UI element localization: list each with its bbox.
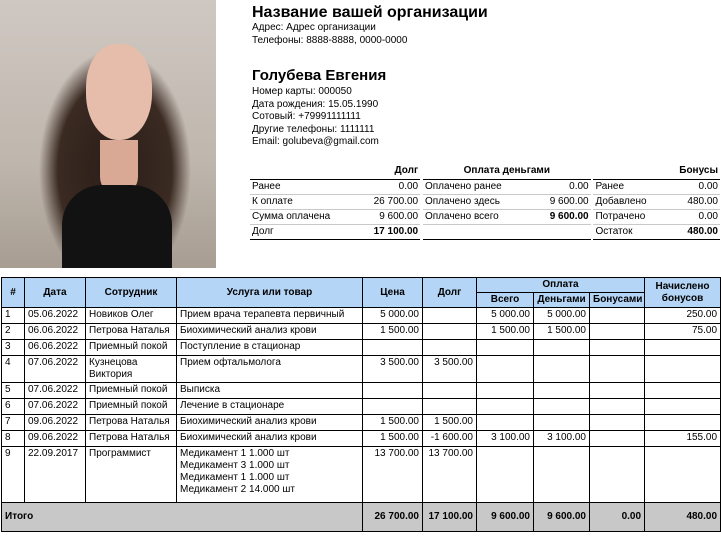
service-line: Прием офтальмолога [180, 357, 281, 368]
summary-header-debt: Долг [332, 164, 420, 179]
cell-price [363, 399, 423, 415]
cell-accrued: 75.00 [645, 324, 721, 340]
col-header-accrued: Начислено бонусов [645, 278, 721, 308]
table-row [2, 324, 721, 340]
summary-debt-label: Ранее [250, 179, 332, 194]
cell-employee: Новиков Олег [86, 308, 177, 324]
col-header-date: Дата [25, 278, 86, 308]
cell-accrued [645, 415, 721, 431]
services-table [1, 277, 721, 532]
cell-num: 6 [2, 399, 25, 415]
cell-employee: Петрова Наталья [86, 415, 177, 431]
client-birth: Дата рождения: 15.05.1990 [252, 98, 379, 110]
table-row [2, 356, 721, 383]
client-email: Email: golubeva@gmail.com [252, 136, 379, 147]
service-line: Выписка [180, 384, 221, 395]
summary-row [250, 209, 720, 224]
cell-employee: Приемный покой [86, 383, 177, 399]
cell-date: 06.06.2022 [25, 324, 86, 340]
cell-accrued [645, 340, 721, 356]
cell-date: 22.09.2017 [25, 447, 86, 503]
summary-paid-label: Оплачено ранее [423, 179, 516, 194]
cell-debt: -1 600.00 [423, 431, 477, 447]
cell-service [177, 431, 363, 447]
cell-price [363, 383, 423, 399]
client-card: Номер карты: 000050 [252, 86, 352, 97]
cell-paid-money: 1 500.00 [534, 324, 590, 340]
cell-accrued: 155.00 [645, 431, 721, 447]
summary-bonus-label: Потрачено [593, 209, 662, 224]
cell-employee: Программист [86, 447, 177, 503]
client-photo [0, 0, 216, 268]
cell-accrued [645, 447, 721, 503]
cell-paid-bonus [590, 308, 645, 324]
cell-paid-money [534, 399, 590, 415]
cell-debt: 13 700.00 [423, 447, 477, 503]
cell-num: 9 [2, 447, 25, 503]
cell-date: 06.06.2022 [25, 340, 86, 356]
table-row [2, 340, 721, 356]
cell-paid-bonus [590, 447, 645, 503]
summary-paid-value: 9 600.00 [516, 194, 590, 209]
cell-paid-total [477, 356, 534, 383]
cell-paid-total [477, 383, 534, 399]
service-line: Биохимический анализ крови [180, 325, 317, 336]
col-header-price: Цена [363, 278, 423, 308]
summary-bonus-value: 480.00 [663, 194, 720, 209]
cell-paid-total: 3 100.00 [477, 431, 534, 447]
cell-debt [423, 399, 477, 415]
services-body [2, 308, 721, 503]
total-bonuses: 0.00 [590, 503, 645, 532]
col-header-bonuses: Бонусами [590, 293, 645, 308]
service-line: Биохимический анализ крови [180, 416, 317, 427]
cell-price: 1 500.00 [363, 324, 423, 340]
service-line: Медикамент 1 1.000 шт [180, 448, 290, 459]
cell-num: 7 [2, 415, 25, 431]
cell-employee: Приемный покой [86, 340, 177, 356]
col-header-payment: Оплата [477, 278, 645, 293]
summary-paid-label: Оплачено всего [423, 209, 516, 224]
cell-num: 3 [2, 340, 25, 356]
cell-service [177, 356, 363, 383]
total-row [2, 503, 721, 532]
total-money: 9 600.00 [534, 503, 590, 532]
cell-paid-money: 5 000.00 [534, 308, 590, 324]
summary-debt-value: 17 100.00 [332, 224, 420, 239]
cell-date: 09.06.2022 [25, 431, 86, 447]
photo-face [86, 44, 152, 140]
cell-paid-money [534, 356, 590, 383]
client-other-phones: Другие телефоны: 1111111 [252, 123, 375, 135]
organization-title: Название вашей организации [252, 4, 488, 21]
total-paid: 9 600.00 [477, 503, 534, 532]
service-line: Медикамент 3 1.000 шт [180, 460, 290, 471]
summary-debt-label: Долг [250, 224, 332, 239]
summary-debt-value: 0.00 [332, 179, 420, 194]
cell-employee: Петрова Наталья [86, 324, 177, 340]
summary-row [250, 224, 720, 239]
cell-paid-bonus [590, 383, 645, 399]
cell-date: 05.06.2022 [25, 308, 86, 324]
cell-paid-bonus [590, 356, 645, 383]
cell-paid-bonus [590, 415, 645, 431]
summary-body [250, 179, 720, 239]
client-block [252, 67, 386, 149]
cell-paid-bonus [590, 324, 645, 340]
total-debt: 17 100.00 [423, 503, 477, 532]
cell-debt [423, 324, 477, 340]
cell-date: 07.06.2022 [25, 356, 86, 383]
cell-service [177, 340, 363, 356]
col-header-service: Услуга или товар [177, 278, 363, 308]
cell-price [363, 340, 423, 356]
cell-paid-bonus [590, 340, 645, 356]
summary-bonus-value: 480.00 [663, 224, 720, 239]
summary-paid-label: Оплачено здесь [423, 194, 516, 209]
total-accrued: 480.00 [645, 503, 721, 532]
cell-service [177, 399, 363, 415]
summary-bonus-label: Добавлено [593, 194, 662, 209]
cell-debt: 3 500.00 [423, 356, 477, 383]
cell-service [177, 415, 363, 431]
table-row [2, 383, 721, 399]
cell-accrued [645, 356, 721, 383]
cell-paid-money [534, 447, 590, 503]
cell-date: 07.06.2022 [25, 383, 86, 399]
cell-paid-total [477, 447, 534, 503]
summary-bonus-value: 0.00 [663, 209, 720, 224]
table-row [2, 415, 721, 431]
cell-price: 3 500.00 [363, 356, 423, 383]
summary-bonus-label: Остаток [593, 224, 662, 239]
service-line: Прием врача терапевта первичный [180, 309, 345, 320]
table-row [2, 308, 721, 324]
summary-paid-label [423, 224, 516, 239]
cell-employee: Кузнецова Виктория [86, 356, 177, 383]
total-price: 26 700.00 [363, 503, 423, 532]
cell-paid-total: 1 500.00 [477, 324, 534, 340]
organization-phones: Телефоны: 8888-8888, 0000-0000 [252, 34, 408, 46]
summary-header-paid: Оплата деньгами [423, 164, 591, 179]
cell-employee: Петрова Наталья [86, 431, 177, 447]
organization-address: Адрес: Адрес организации [252, 22, 376, 33]
cell-paid-money [534, 383, 590, 399]
cell-num: 4 [2, 356, 25, 383]
cell-price: 13 700.00 [363, 447, 423, 503]
cell-debt [423, 340, 477, 356]
summary-paid-value [516, 224, 590, 239]
cell-date: 09.06.2022 [25, 415, 86, 431]
cell-service [177, 383, 363, 399]
cell-paid-total: 5 000.00 [477, 308, 534, 324]
col-header-num: # [2, 278, 25, 308]
summary-header-bonus: Бонусы [663, 164, 720, 179]
cell-paid-total [477, 340, 534, 356]
summary-debt-label: К оплате [250, 194, 332, 209]
summary-debt-value: 9 600.00 [332, 209, 420, 224]
col-header-money: Деньгами [534, 293, 590, 308]
cell-debt [423, 308, 477, 324]
col-header-employee: Сотрудник [86, 278, 177, 308]
table-row [2, 447, 721, 503]
cell-price: 5 000.00 [363, 308, 423, 324]
cell-service [177, 308, 363, 324]
cell-accrued [645, 383, 721, 399]
cell-service [177, 447, 363, 503]
cell-num: 8 [2, 431, 25, 447]
cell-price: 1 500.00 [363, 431, 423, 447]
service-line: Медикамент 1 1.000 шт [180, 472, 290, 483]
cell-paid-money [534, 340, 590, 356]
client-mobile: Сотовый: +79991111111 [252, 111, 361, 122]
client-name: Голубева Евгения [252, 67, 387, 84]
service-line: Медикамент 2 14.000 шт [180, 484, 295, 495]
cell-service [177, 324, 363, 340]
summary-bonus-value: 0.00 [663, 179, 720, 194]
service-line: Биохимический анализ крови [180, 432, 317, 443]
col-header-debt: Долг [423, 278, 477, 308]
cell-num: 1 [2, 308, 25, 324]
photo-shirt [62, 185, 172, 268]
cell-paid-money: 3 100.00 [534, 431, 590, 447]
cell-num: 2 [2, 324, 25, 340]
cell-num: 5 [2, 383, 25, 399]
table-row [2, 399, 721, 415]
organization-block [252, 3, 488, 47]
cell-accrued [645, 399, 721, 415]
total-label: Итого [2, 503, 363, 532]
col-header-total: Всего [477, 293, 534, 308]
cell-paid-total [477, 399, 534, 415]
summary-bonus-label: Ранее [593, 179, 662, 194]
cell-paid-bonus [590, 399, 645, 415]
summary-row [250, 194, 720, 209]
table-row [2, 431, 721, 447]
summary-table [250, 164, 720, 240]
cell-debt [423, 383, 477, 399]
summary-debt-label: Сумма оплачена [250, 209, 332, 224]
cell-price: 1 500.00 [363, 415, 423, 431]
cell-accrued: 250.00 [645, 308, 721, 324]
service-line: Лечение в стационаре [180, 400, 285, 411]
summary-debt-value: 26 700.00 [332, 194, 420, 209]
cell-paid-bonus [590, 431, 645, 447]
cell-employee: Приемный покой [86, 399, 177, 415]
cell-date: 07.06.2022 [25, 399, 86, 415]
summary-row [250, 179, 720, 194]
cell-paid-money [534, 415, 590, 431]
service-line: Поступление в стационар [180, 341, 301, 352]
cell-paid-total [477, 415, 534, 431]
cell-debt: 1 500.00 [423, 415, 477, 431]
summary-paid-value: 9 600.00 [516, 209, 590, 224]
summary-paid-value: 0.00 [516, 179, 590, 194]
